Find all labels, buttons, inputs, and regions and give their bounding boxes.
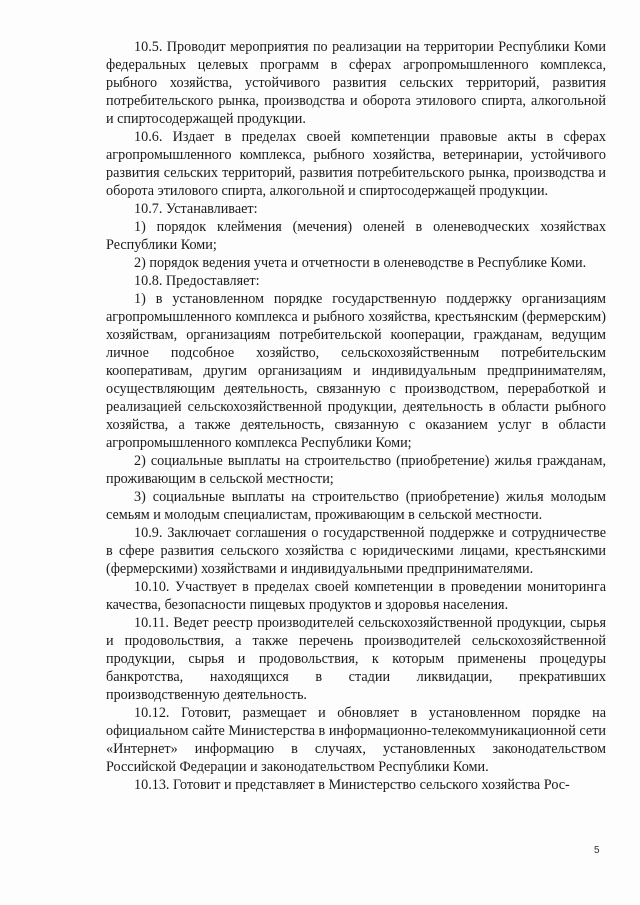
paragraph-10-7: 10.7. Устанавливает: — [134, 201, 258, 217]
page-number: 5 — [594, 845, 600, 856]
paragraph-10-8-item-1: 1) в установленном порядке государственную поддержку организациям агропромышленного комплекса и рыбного хозяйства, крестьянским (фермерским) хозяйствам, организациям потребительской кооперации, гражданам, ведущим личное подсобное хозяйство, сельскохозяйственным потребительским кооперативам, другим организациям и индивидуальным предпринимателям, осуществляющим деятельность, связанную с производством, переработкой и реализацией сельскохозяйственной продукции, деятельность в области рыбного хозяйства, а также деятельность, связанную с оказанием услуг в области агропромышленного комплекса Республики Коми; — [106, 291, 606, 451]
paragraph-10-11: 10.11. Ведет реестр производителей сельскохозяйственной продукции, сырья и продовольствия, а также перечень производителей сельскохозяйственной продукции, сырья и продовольствия, к которым применены процедуры банкротства, находящихся в стадии ликвидации, прекративших производственную деятельность. — [106, 615, 606, 703]
document-body — [106, 38, 606, 794]
paragraph-10-5: 10.5. Проводит мероприятия по реализации на территории Республики Коми федеральных целевых программ в сферах агропромышленного комплекса, рыбного хозяйства, устойчивого развития сельских территорий, развития потребительского рынка, производства и оборота этилового спирта, алкогольной и спиртосодержащей продукции. — [106, 39, 606, 127]
paragraph-10-13: 10.13. Готовит и представляет в Министерство сельского хозяйства Рос- — [134, 777, 570, 793]
paragraph-10-7-item-2: 2) порядок ведения учета и отчетности в оленеводстве в Республике Коми. — [134, 255, 587, 271]
paragraph-10-8: 10.8. Предоставляет: — [134, 273, 260, 289]
paragraph-10-9: 10.9. Заключает соглашения о государственной поддержке и сотрудничестве в сфере развития сельского хозяйства с юридическими лицами, крестьянскими (фермерскими) хозяйствами и индивидуальными предпринимателями. — [106, 525, 606, 577]
paragraph-10-10: 10.10. Участвует в пределах своей компетенции в проведении мониторинга качества, безопасности пищевых продуктов и здоровья населения. — [106, 579, 606, 613]
paragraph-10-7-item-1: 1) порядок клеймения (мечения) оленей в оленеводческих хозяйствах Республики Коми; — [106, 219, 606, 253]
paragraph-10-12: 10.12. Готовит, размещает и обновляет в установленном порядке на официальном сайте Министерства в информационно-телекоммуникационной сети «Интернет» информацию в случаях, установленных законодательством Российской Федерации и законодательством Республики Коми. — [106, 705, 606, 775]
paragraph-10-6: 10.6. Издает в пределах своей компетенции правовые акты в сферах агропромышленного комплекса, рыбного хозяйства, ветеринарии, устойчивого развития сельских территорий, развития потребительского рынка, производства и оборота этилового спирта, алкогольной и спиртосодержащей продукции. — [106, 129, 606, 199]
paragraph-10-8-item-3: 3) социальные выплаты на строительство (приобретение) жилья молодым семьям и молодым специалистам, проживающим в сельской местности. — [106, 489, 606, 523]
paragraph-10-8-item-2: 2) социальные выплаты на строительство (приобретение) жилья гражданам, проживающим в сельской местности; — [106, 453, 606, 487]
